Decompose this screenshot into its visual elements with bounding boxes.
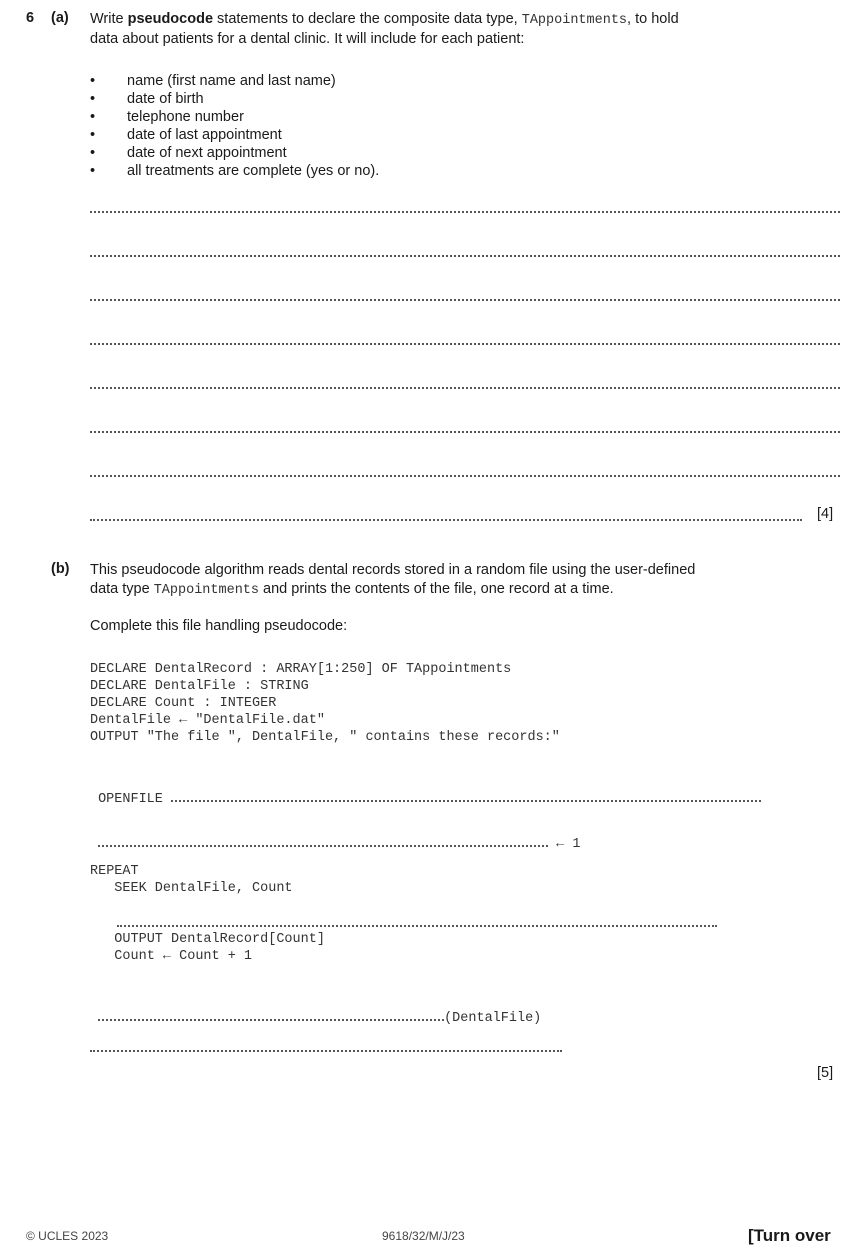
read-blank[interactable] xyxy=(117,925,717,927)
part-a-marks: [4] xyxy=(817,506,834,522)
footer-paper-code: 9618/32/M/J/23 xyxy=(382,1229,465,1243)
list-item: • all treatments are complete (yes or no). xyxy=(90,163,380,179)
part-a-intro: Write pseudocode statements to declare the composite data type, TAppointments, to hold data about patients for a dental clinic. It will include for each patient: xyxy=(90,11,679,47)
answer-line[interactable] xyxy=(90,211,840,213)
answer-line[interactable] xyxy=(90,387,840,389)
part-b-label: (b) xyxy=(51,561,70,577)
assign-blank[interactable] xyxy=(98,845,548,847)
code-line: Count ← Count + 1 xyxy=(90,949,253,964)
question-number: 6 xyxy=(26,10,35,26)
until-line: (DentalFile) xyxy=(90,992,541,1009)
part-b-instruction: Complete this file handling pseudocode: xyxy=(90,618,348,634)
openfile-blank[interactable] xyxy=(171,800,761,802)
answer-line[interactable] xyxy=(90,431,840,433)
answer-line[interactable] xyxy=(90,299,840,301)
openfile-line: OPENFILE xyxy=(90,773,761,790)
part-b-intro: This pseudocode algorithm reads dental records stored in a random file using the user-defined data type TAppointments and prints the contents of the file, one record at a time. xyxy=(90,562,696,598)
list-item: • date of birth xyxy=(90,91,204,107)
answer-line[interactable] xyxy=(90,255,840,257)
answer-line[interactable] xyxy=(90,519,802,521)
closefile-blank[interactable] xyxy=(90,1050,562,1052)
footer-turn-over: [Turn over xyxy=(748,1226,831,1245)
type-name: TAppointments xyxy=(521,13,628,28)
list-item: • date of last appointment xyxy=(90,127,282,143)
code-line: OUTPUT "The file ", DentalFile, " contains these records:" xyxy=(90,730,560,745)
code-line: SEEK DentalFile, Count xyxy=(90,881,293,896)
answer-line[interactable] xyxy=(90,475,840,477)
until-blank[interactable] xyxy=(98,1019,444,1021)
list-item: • date of next appointment xyxy=(90,145,287,161)
code-line: DECLARE DentalFile : STRING xyxy=(90,679,309,694)
code-line: DECLARE DentalRecord : ARRAY[1:250] OF TAppointments xyxy=(90,662,512,677)
footer-copyright: © UCLES 2023 xyxy=(26,1229,109,1243)
list-item: • name (first name and last name) xyxy=(90,73,336,89)
code-line: DentalFile ← "DentalFile.dat" xyxy=(90,713,325,728)
code-line: OUTPUT DentalRecord[Count] xyxy=(90,932,325,947)
assign-line: ← 1 xyxy=(90,818,580,835)
patient-fields-list xyxy=(90,72,379,180)
list-item: • telephone number xyxy=(90,109,244,125)
part-a-label: (a) xyxy=(51,10,69,26)
code-line: DECLARE Count : INTEGER xyxy=(90,696,277,711)
answer-line[interactable] xyxy=(90,343,840,345)
code-line: REPEAT xyxy=(90,864,139,879)
part-b-marks: [5] xyxy=(817,1065,834,1081)
